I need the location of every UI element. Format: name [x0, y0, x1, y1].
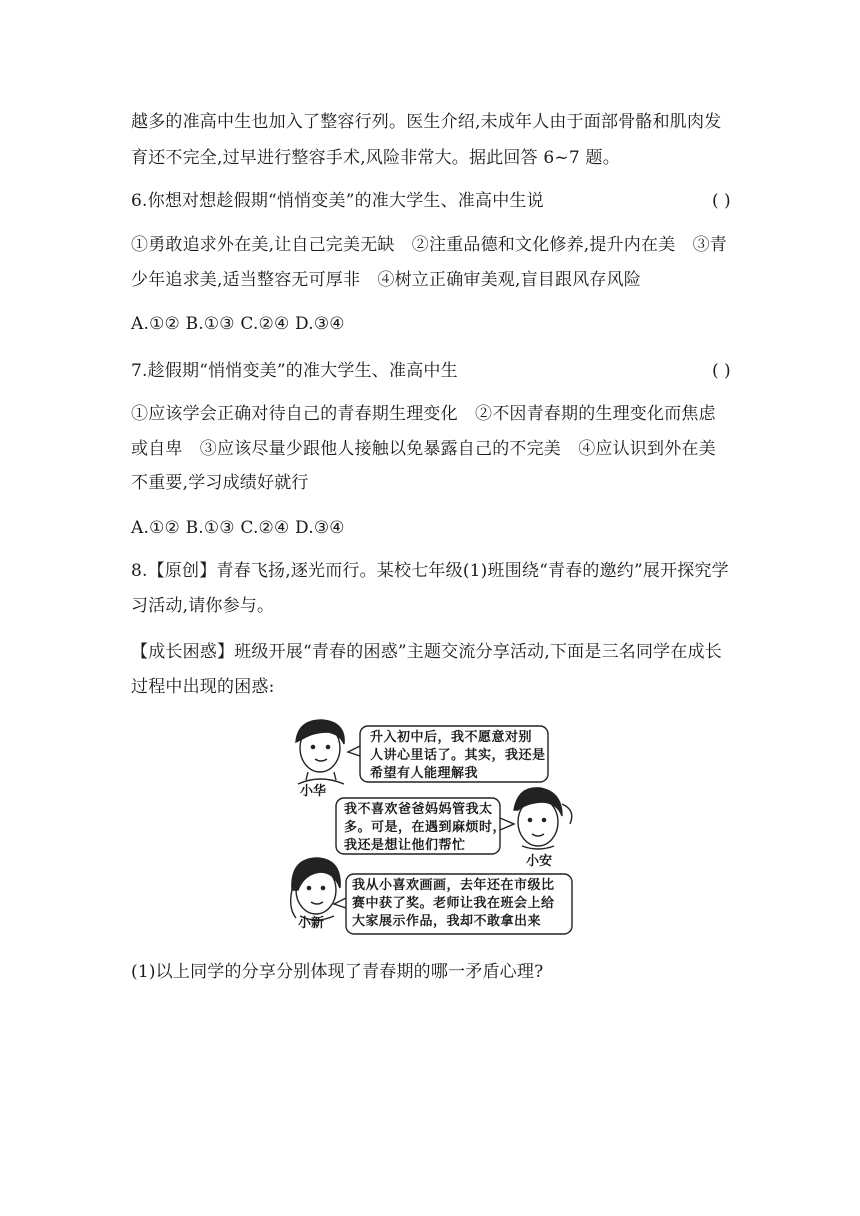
question-8-line-1: 8.【原创】青春飞扬,逐光而行。某校七年级(1)班围绕“青春的邀约”展开探究学: [131, 561, 729, 581]
question-6-options-line-1: ①勇敢追求外在美,让自己完美无缺 ②注重品德和文化修养,提升内在美 ③青: [131, 235, 728, 255]
student-dialogue-illustration: [278, 712, 578, 948]
xiaoxin-bubble-line-1: 我从小喜欢画画，去年还在市级比: [352, 878, 555, 893]
section-heading-line-2: 过程中出现的困惑:: [131, 677, 275, 697]
intro-line-2: 育还不完全,过早进行整容手术,风险非常大。据此回答 6~7 题。: [131, 148, 620, 168]
xiaoxin-hair: [292, 858, 340, 890]
section-heading-line-1: 【成长困惑】班级开展“青春的困惑”主题交流分享活动,下面是三名同学在成长: [131, 642, 722, 662]
question-6-choices: A.①② B.①③ C.②④ D.③④: [131, 314, 345, 334]
question-7-options-line-1: ①应该学会正确对待自己的青春期生理变化 ②不因青春期的生理变化而焦虑: [131, 404, 716, 424]
xiaohua-bubble-line-2: 人讲心里话了。其实，我还是: [370, 748, 546, 763]
question-7-answer-blank: ( ): [712, 361, 731, 381]
question-8-line-2: 习活动,请你参与。: [131, 596, 275, 616]
question-6-options-line-2: 少年追求美,适当整容无可厚非 ④树立正确审美观,盲目跟风存风险: [131, 270, 642, 290]
intro-line-1: 越多的准高中生也加入了整容行列。医生介绍,未成年人由于面部骨骼和肌肉发: [131, 112, 722, 132]
question-7-options-line-3: 不重要,学习成绩好就行: [131, 473, 309, 493]
xiaoxin-name-label: 小新: [298, 916, 325, 931]
xiaohua-bubble-line-1: 升入初中后，我不愿意对别: [370, 730, 533, 745]
question-6-stem: 6.你想对想趁假期“悄悄变美”的准大学生、准高中生说: [131, 191, 544, 211]
xiaoan-bubble-line-2: 多。可是，在遇到麻烦时，: [344, 820, 507, 835]
xiaoan-bubble-line-3: 我还是想让他们帮忙: [344, 838, 466, 853]
question-7-options-line-2: 或自卑 ③应该尽量少跟他人接触以免暴露自己的不完美 ④应认识到外在美: [131, 439, 716, 459]
xiaoan-bubble-line-1: 我不喜欢爸爸妈妈管我太: [344, 802, 493, 817]
xiaoan-ponytail: [562, 804, 572, 824]
xiaoan-face: [518, 798, 558, 846]
xiaohua-bubble-line-3: 希望有人能理解我: [370, 766, 479, 781]
xiaoxin-bubble-line-2: 赛中获了奖。老师让我在班会上给: [352, 896, 555, 911]
question-8-sub-1: (1)以上同学的分享分别体现了青春期的哪一矛盾心理?: [131, 962, 544, 982]
question-7-choices: A.①② B.①③ C.②④ D.③④: [131, 518, 345, 538]
xiaoan-hair: [514, 788, 562, 816]
xiaoan-name-label: 小安: [526, 854, 553, 869]
question-6-answer-blank: ( ): [712, 191, 731, 211]
xiaohua-name-label: 小华: [300, 784, 327, 799]
xiaoxin-bubble-line-3: 大家展示作品，我却不敢拿出来: [352, 914, 542, 929]
question-7-stem: 7.趁假期“悄悄变美”的准大学生、准高中生: [131, 361, 458, 381]
